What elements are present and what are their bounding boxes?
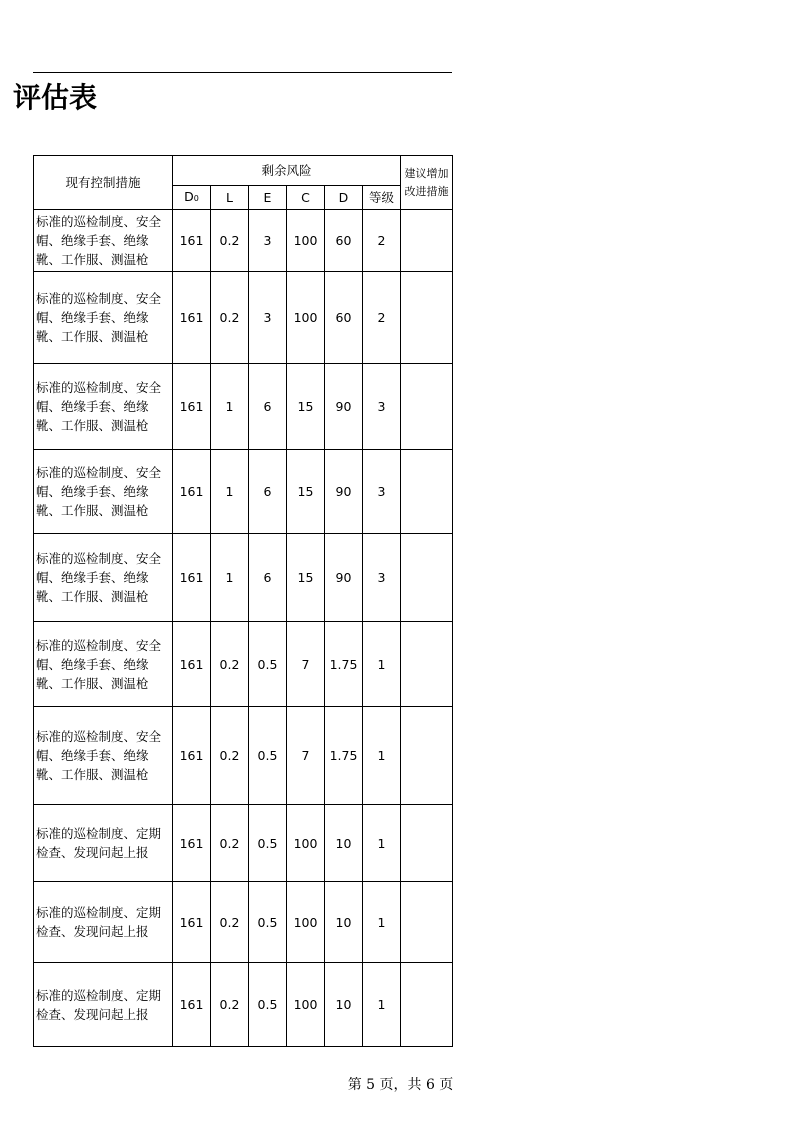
- d0-cell: 161: [173, 882, 211, 963]
- d-cell: 1.75: [325, 707, 363, 805]
- suggest-cell: [401, 364, 453, 450]
- d0-cell: 161: [173, 622, 211, 707]
- risk-table: [33, 155, 453, 1047]
- e-cell: 0.5: [249, 707, 287, 805]
- measure-cell: 标准的巡检制度、安全帽、绝缘手套、绝缘靴、工作服、测温枪: [34, 364, 173, 450]
- table-row: [34, 622, 453, 707]
- l-cell: 0.2: [211, 882, 249, 963]
- l-cell: 1: [211, 450, 249, 534]
- e-cell: 6: [249, 450, 287, 534]
- table-row: [34, 364, 453, 450]
- d-cell: 90: [325, 534, 363, 622]
- level-cell: 1: [363, 963, 401, 1047]
- d-cell: 1.75: [325, 622, 363, 707]
- measure-cell: 标准的巡检制度、安全帽、绝缘手套、绝缘靴、工作服、测温枪: [34, 210, 173, 272]
- measure-cell: 标准的巡检制度、定期检查、发现问起上报: [34, 805, 173, 882]
- page-footer: 第 5 页，共 6 页: [347, 1077, 454, 1093]
- level-cell: 1: [363, 882, 401, 963]
- suggest-cell: [401, 963, 453, 1047]
- e-cell: 0.5: [249, 882, 287, 963]
- suggest-cell: [401, 534, 453, 622]
- table-row: [34, 963, 453, 1047]
- c-cell: 7: [287, 707, 325, 805]
- d-cell: 10: [325, 882, 363, 963]
- c-cell: 100: [287, 882, 325, 963]
- title-clip: [13, 78, 233, 118]
- l-cell: 1: [211, 534, 249, 622]
- measure-cell: 标准的巡检制度、定期检查、发现问起上报: [34, 882, 173, 963]
- c-cell: 100: [287, 272, 325, 364]
- l-cell: 0.2: [211, 272, 249, 364]
- d0-cell: 161: [173, 364, 211, 450]
- suggest-cell: [401, 450, 453, 534]
- d-cell: 90: [325, 364, 363, 450]
- c-cell: 15: [287, 364, 325, 450]
- measure-cell: 标准的巡检制度、安全帽、绝缘手套、绝缘靴、工作服、测温枪: [34, 707, 173, 805]
- d0-cell: 161: [173, 707, 211, 805]
- header-l: L: [211, 186, 249, 210]
- d-cell: 60: [325, 272, 363, 364]
- level-cell: 2: [363, 210, 401, 272]
- header-c: C: [287, 186, 325, 210]
- d0-cell: 161: [173, 272, 211, 364]
- table-row: [34, 707, 453, 805]
- level-cell: 2: [363, 272, 401, 364]
- header-d: D: [325, 186, 363, 210]
- suggest-cell: [401, 805, 453, 882]
- header-residual-risk: 剩余风险: [173, 156, 401, 186]
- c-cell: 7: [287, 622, 325, 707]
- header-d0: D0: [173, 186, 211, 210]
- level-cell: 3: [363, 534, 401, 622]
- page-title: 评估表: [13, 81, 98, 114]
- e-cell: 6: [249, 364, 287, 450]
- d0-cell: 161: [173, 450, 211, 534]
- header-measures: 现有控制措施: [34, 156, 173, 210]
- e-cell: 3: [249, 272, 287, 364]
- d-cell: 60: [325, 210, 363, 272]
- c-cell: 15: [287, 534, 325, 622]
- c-cell: 100: [287, 963, 325, 1047]
- d0-cell: 161: [173, 210, 211, 272]
- header-suggest: 建议增加改进措施: [401, 156, 453, 210]
- d0-cell: 161: [173, 534, 211, 622]
- e-cell: 0.5: [249, 805, 287, 882]
- level-cell: 3: [363, 364, 401, 450]
- header-level: 等级: [363, 186, 401, 210]
- l-cell: 0.2: [211, 210, 249, 272]
- d0-cell: 161: [173, 805, 211, 882]
- table-row: [34, 882, 453, 963]
- suggest-cell: [401, 272, 453, 364]
- e-cell: 0.5: [249, 622, 287, 707]
- measure-cell: 标准的巡检制度、定期检查、发现问起上报: [34, 963, 173, 1047]
- level-cell: 1: [363, 805, 401, 882]
- header-e: E: [249, 186, 287, 210]
- measure-cell: 标准的巡检制度、安全帽、绝缘手套、绝缘靴、工作服、测温枪: [34, 450, 173, 534]
- measure-cell: 标准的巡检制度、安全帽、绝缘手套、绝缘靴、工作服、测温枪: [34, 534, 173, 622]
- table-row: [34, 450, 453, 534]
- level-cell: 1: [363, 707, 401, 805]
- d-cell: 10: [325, 963, 363, 1047]
- table-row: [34, 534, 453, 622]
- level-cell: 1: [363, 622, 401, 707]
- c-cell: 100: [287, 805, 325, 882]
- l-cell: 1: [211, 364, 249, 450]
- table-row: [34, 210, 453, 272]
- suggest-cell: [401, 622, 453, 707]
- measure-cell: 标准的巡检制度、安全帽、绝缘手套、绝缘靴、工作服、测温枪: [34, 622, 173, 707]
- l-cell: 0.2: [211, 622, 249, 707]
- c-cell: 15: [287, 450, 325, 534]
- d-cell: 90: [325, 450, 363, 534]
- d0-cell: 161: [173, 963, 211, 1047]
- e-cell: 0.5: [249, 963, 287, 1047]
- table-row: [34, 272, 453, 364]
- l-cell: 0.2: [211, 805, 249, 882]
- l-cell: 0.2: [211, 707, 249, 805]
- suggest-cell: [401, 882, 453, 963]
- e-cell: 6: [249, 534, 287, 622]
- suggest-cell: [401, 210, 453, 272]
- e-cell: 3: [249, 210, 287, 272]
- c-cell: 100: [287, 210, 325, 272]
- level-cell: 3: [363, 450, 401, 534]
- l-cell: 0.2: [211, 963, 249, 1047]
- header-rule: [33, 72, 452, 73]
- d-cell: 10: [325, 805, 363, 882]
- measure-cell: 标准的巡检制度、安全帽、绝缘手套、绝缘靴、工作服、测温枪: [34, 272, 173, 364]
- table-row: [34, 805, 453, 882]
- suggest-cell: [401, 707, 453, 805]
